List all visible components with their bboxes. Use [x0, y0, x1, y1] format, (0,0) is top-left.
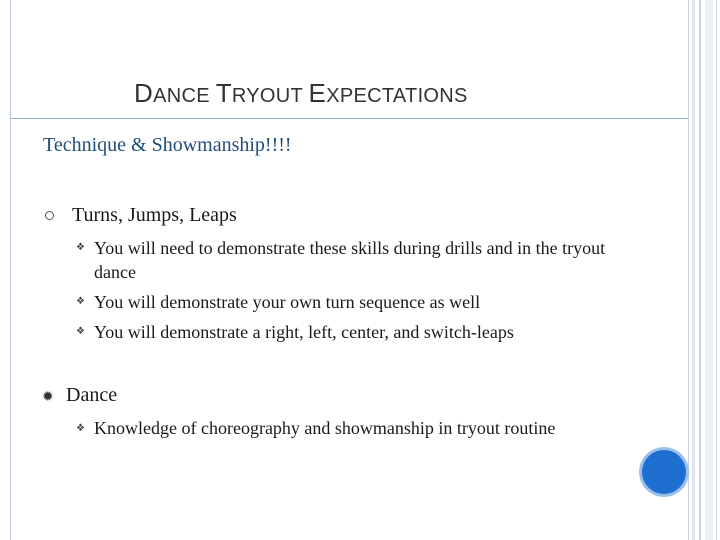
section-heading-turns: Turns, Jumps, Leaps [72, 204, 237, 226]
decorative-stripe [705, 0, 713, 540]
list-item-text: Knowledge of choreography and showmanship in tryout routine [94, 418, 556, 438]
slide-frame-left-line [10, 0, 11, 540]
list-item-text: You will demonstrate a right, left, center, and switch-leaps [94, 322, 514, 342]
decorative-stripe [716, 0, 717, 540]
list-item [94, 416, 584, 440]
circle-bullet-icon [45, 211, 54, 220]
decorative-stripe [692, 0, 695, 540]
gear-bullet-icon: ✹ [42, 390, 54, 405]
decorative-stripe [688, 0, 689, 540]
diamond-bullet-icon: ❖ [76, 423, 85, 434]
diamond-bullet-icon: ❖ [76, 296, 85, 307]
title-divider [10, 118, 688, 119]
title-initial: T [215, 78, 232, 108]
list-item-text: You will demonstrate your own turn sequence as well [94, 292, 481, 312]
title-initial: E [308, 78, 327, 108]
diamond-bullet-icon: ❖ [76, 242, 85, 253]
slide-title [134, 78, 468, 109]
title-word: XPECTATIONS [326, 85, 468, 107]
section-heading-dance: Dance [66, 384, 118, 406]
slide-subtitle: Technique & Showmanship!!!! [43, 134, 292, 156]
decorative-stripe [699, 0, 701, 540]
list-item [94, 320, 654, 344]
title-word: RYOUT [231, 85, 303, 107]
list-item-text: You will need to demonstrate these skills during drills and in the tryout dance [94, 238, 606, 282]
list-item [94, 236, 634, 284]
list-item [94, 290, 654, 314]
decorative-blue-circle [642, 450, 686, 494]
title-word: ANCE [153, 85, 210, 107]
title-initial: D [134, 78, 154, 108]
diamond-bullet-icon: ❖ [76, 326, 85, 337]
